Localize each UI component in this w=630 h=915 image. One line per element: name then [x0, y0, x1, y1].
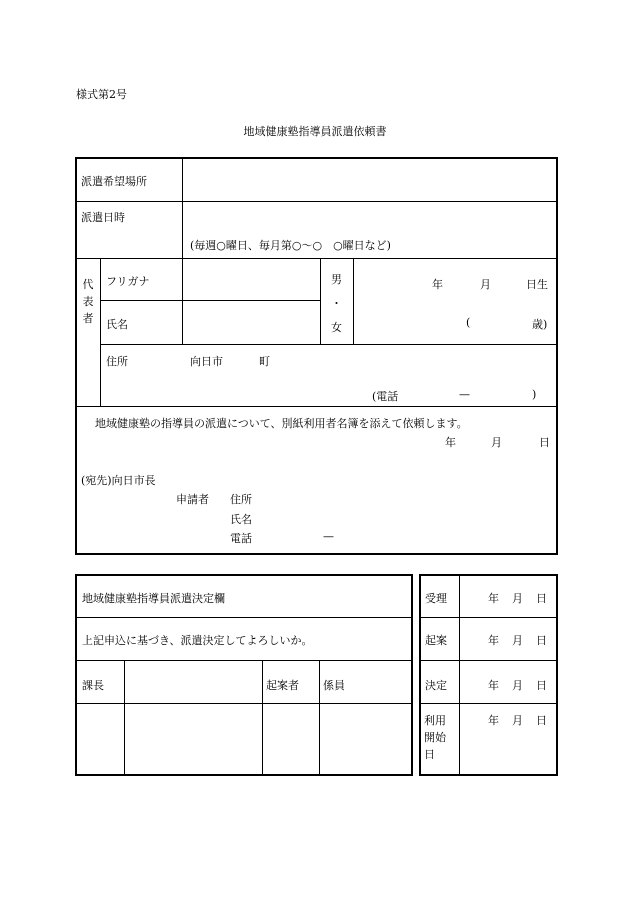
usage-start-label: 利用開始日	[424, 714, 446, 761]
request-statement: 地域健康塾の指導員の派遣について、別紙利用者名簿を添えて依頼します。	[95, 417, 468, 430]
furigana-label: フリガナ	[106, 275, 150, 288]
addressee: (宛先)向日市長	[81, 474, 156, 487]
date-year-label: 年	[445, 436, 456, 449]
name-label: 氏名	[106, 318, 128, 331]
staff-seal-field[interactable]	[321, 705, 411, 774]
birth-month-label: 月	[480, 278, 491, 291]
received-day: 日	[536, 592, 547, 605]
address-town: 町	[259, 355, 270, 368]
usage-start-year: 年	[488, 714, 499, 727]
phone-dash: —	[459, 388, 470, 401]
place-label: 派遣希望場所	[81, 175, 147, 188]
applicant-label: 申請者	[176, 493, 209, 506]
decision-title: 地域健康塾指導員派遣決定欄	[82, 592, 225, 605]
usage-start-day: 日	[536, 714, 547, 727]
drafted-day: 日	[536, 634, 547, 647]
received-month: 月	[512, 592, 523, 605]
birth-year-label: 年	[432, 278, 443, 291]
datetime-label: 派遣日時	[81, 211, 125, 224]
decided-label: 決定	[425, 679, 447, 692]
address-field[interactable]	[185, 346, 553, 404]
phone-label: (電話	[372, 390, 399, 403]
decided-year: 年	[488, 679, 499, 692]
drafted-year: 年	[488, 634, 499, 647]
drafted-label: 起案	[425, 634, 447, 647]
applicant-phone-label: 電話	[230, 532, 252, 545]
age-open: (	[466, 316, 471, 329]
applicant-name-label: 氏名	[230, 513, 252, 526]
name-field[interactable]	[185, 303, 318, 342]
age-label: 歳)	[532, 318, 548, 331]
gender-separator: ・	[331, 297, 342, 310]
page-title: 地域健康塾指導員派遣依頼書	[243, 125, 387, 138]
birth-day-label: 日生	[526, 278, 548, 291]
applicant-phone-dash: —	[323, 530, 334, 543]
furigana-field[interactable]	[185, 261, 318, 298]
drafter-seal-field[interactable]	[264, 705, 318, 774]
section-chief-seal-field[interactable]	[77, 705, 123, 774]
date-month-label: 月	[491, 436, 502, 449]
received-year: 年	[488, 592, 499, 605]
usage-start-month: 月	[512, 714, 523, 727]
section-chief-label: 課長	[82, 679, 104, 692]
phone-close: )	[532, 388, 537, 401]
decided-day: 日	[536, 679, 547, 692]
address-city: 向日市	[190, 355, 223, 368]
received-label: 受理	[425, 592, 447, 605]
applicant-address-label: 住所	[230, 493, 252, 506]
decided-month: 月	[512, 679, 523, 692]
place-field[interactable]	[185, 160, 553, 200]
gender-female[interactable]: 女	[331, 321, 342, 334]
drafted-month: 月	[512, 634, 523, 647]
address-label: 住所	[106, 355, 128, 368]
datetime-hint: (毎週○曜日、毎月第○～○ ○曜日など)	[190, 239, 391, 252]
gender-male[interactable]: 男	[331, 273, 342, 286]
form-number: 様式第2号	[76, 88, 127, 101]
drafter-label: 起案者	[266, 679, 299, 692]
decision-proposal: 上記申込に基づき、派遣決定してよろしいか。	[82, 634, 313, 647]
date-day-label: 日	[539, 436, 550, 449]
staff-label: 係員	[323, 679, 345, 692]
representative-label: 代表者	[82, 278, 94, 325]
